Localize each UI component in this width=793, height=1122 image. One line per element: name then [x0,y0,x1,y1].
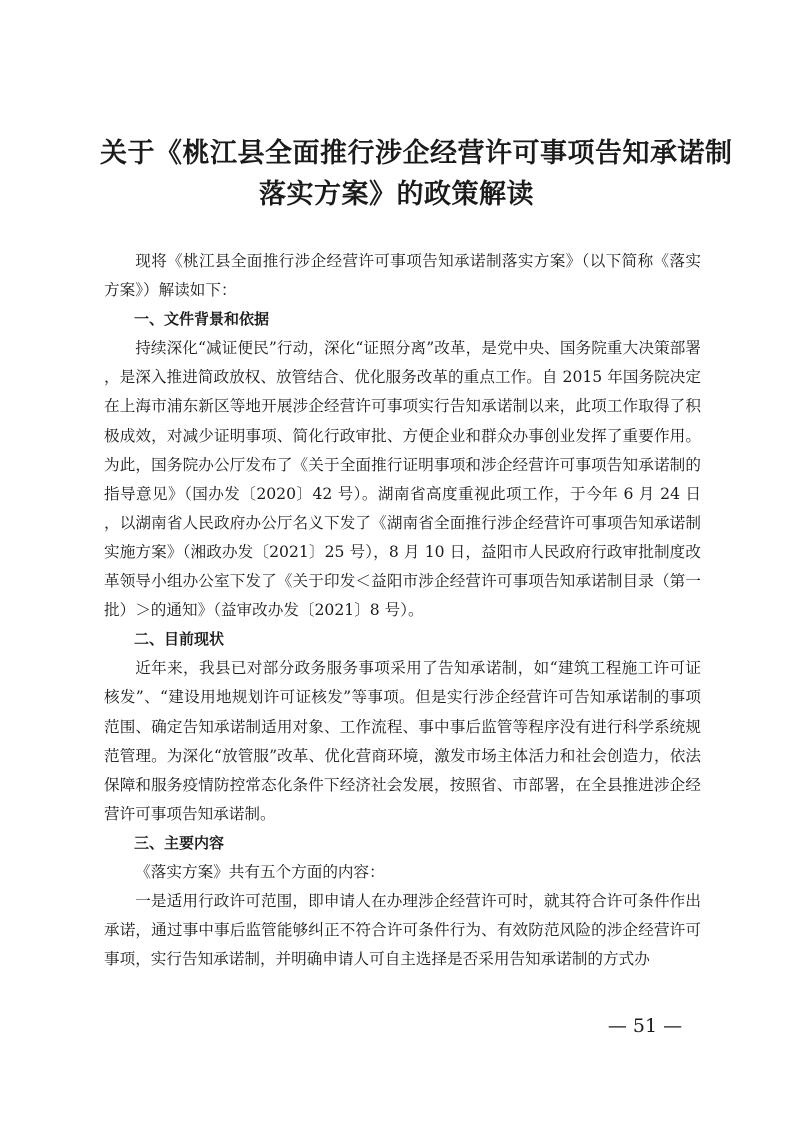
section-content-paragraph-2: 一是适用行政许可范围，即申请人在办理涉企经营许可时，就其符合许可条件作出承诺，通过事中事后监管能够纠正不符合许可条件行为、有效防范风险的涉企经营许可事项，实行告知承诺制，并明确申请人可自主选择是否采用告知承诺制的方式办 [104,892,701,969]
section-heading-background: 一、文件背景和依据 [134,310,270,329]
section-heading-status: 二、目前现状 [134,630,225,649]
section-heading-content: 三、主要内容 [134,833,225,852]
document-title-line-1: 关于《桃江县全面推行涉企经营许可事项告知承诺制 [100,138,733,169]
section-content-paragraph-1: 《落实方案》共有五个方面的内容： [135,862,385,881]
document-title-line-2: 落实方案》的政策解读 [259,179,534,210]
page-number: — 51 — [607,1015,683,1037]
intro-paragraph: 现将《桃江县全面推行涉企经营许可事项告知承诺制落实方案》（以下简称《落实方案》）解读如下： [104,252,701,300]
document-body [104,247,701,974]
section-background-paragraph: 持续深化“减证便民”行动，深化“证照分离”改革，是党中央、国务院重大决策部署，是深入推进简政放权、放管结合、优化服务改革的重点工作。自 2015 年国务院决定在上海市浦东新区等地开展涉企经营许可事项实行告知承诺制以来，此项工作取得了积极成效，对减少证明事项、简化行政审批、方便企业和群众办事创业发挥了重要作用。为此，国务院办公厅发布了《关于全面推行证明事项和涉企经营许可事项告知承诺制的指导意见》（国办发〔2020〕42 号）。湖南省高度重视此项工作，于今年 6 月 24 日，以湖南省人民政府办公厅名义下发了《湖南省全面推行涉企经营许可事项告知承诺制实施方案》（湘政办发〔2021〕25 号），8 月 10 日，益阳市人民政府行政审批制度改革领导小组办公室下发了《关于印发＜益阳市涉企经营许可事项告知承诺制目录（第一批）＞的通知》（益审改办发〔2021〕8 号）。 [104,339,701,620]
section-status-paragraph: 近年来，我县已对部分政务服务事项采用了告知承诺制，如“建筑工程施工许可证核发”、“建设用地规划许可证核发”等事项。但是实行涉企经营许可告知承诺制的事项范围、确定告知承诺制适用对象、工作流程、事中事后监管等程序没有进行科学系统规范管理。为深化“放管服”改革、优化营商环境，激发市场主体活力和社会创造力，依法保障和服务疫情防控常态化条件下经济社会发展，按照省、市部署，在全县推进涉企经营许可事项告知承诺制。 [104,659,701,823]
